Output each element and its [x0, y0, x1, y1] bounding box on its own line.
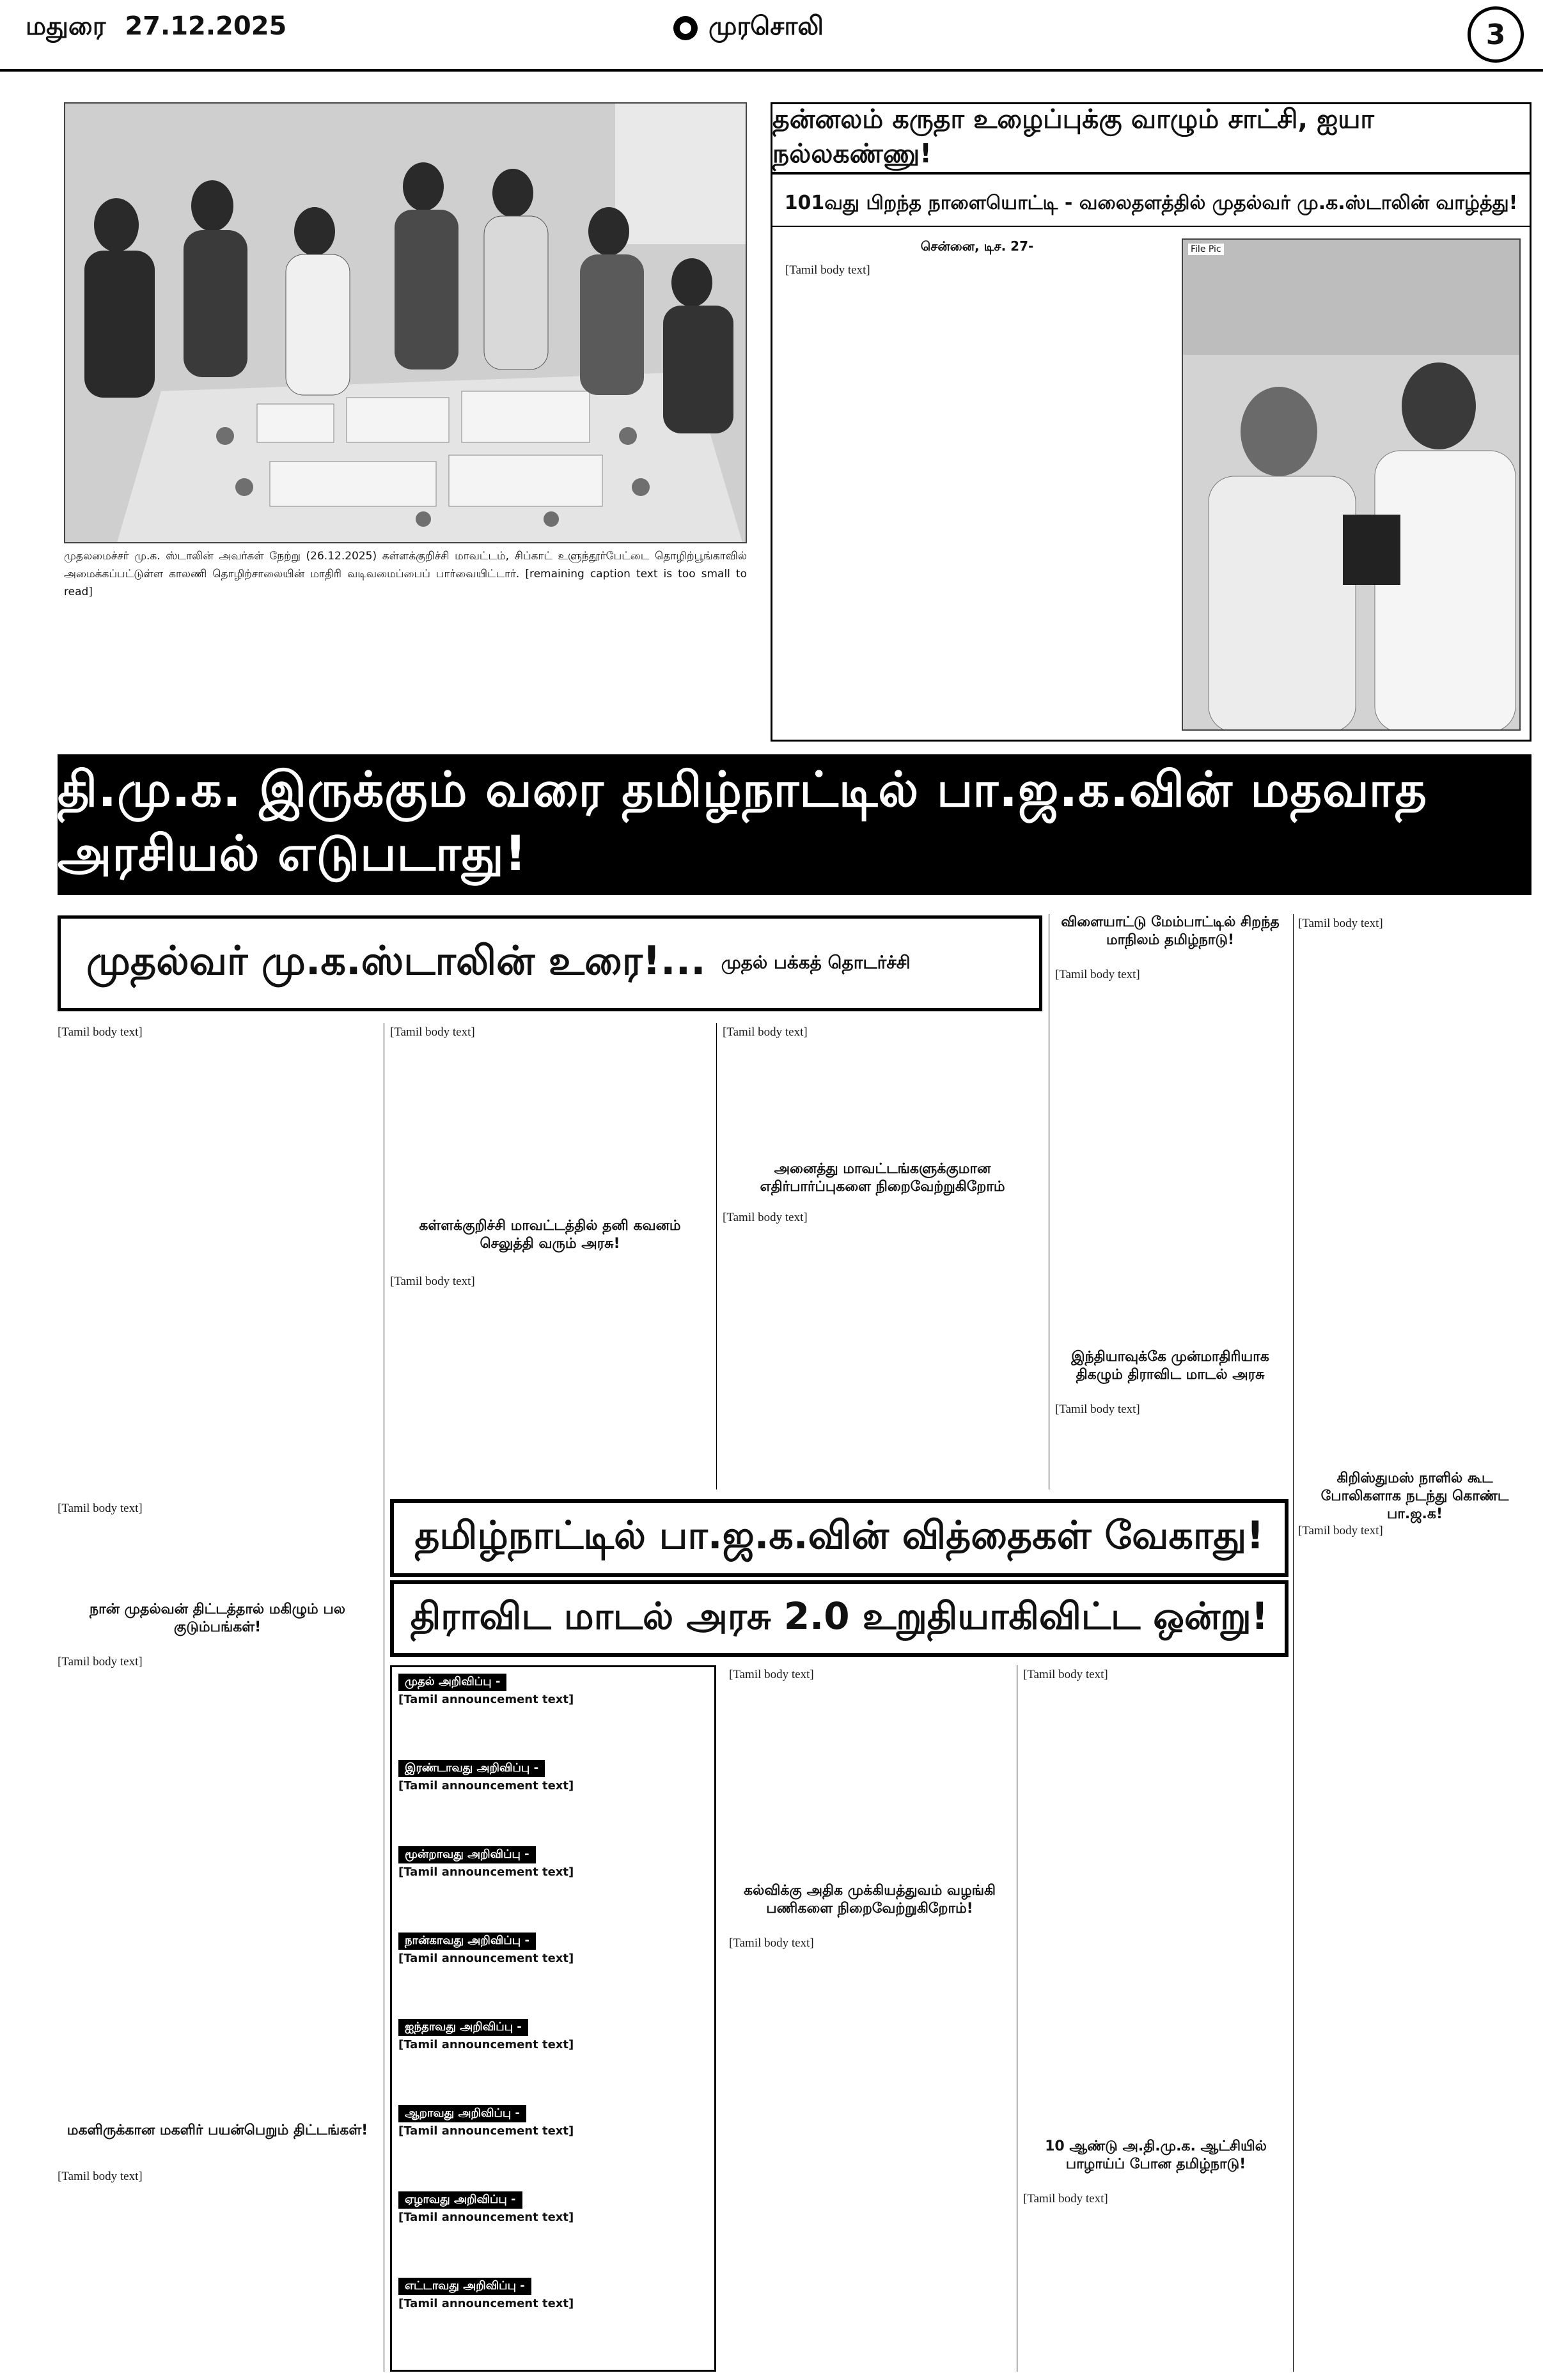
speech-body-col-2: [Tamil body text]: [390, 1025, 475, 1039]
announcement-text: [Tamil announcement text]: [398, 2124, 574, 2138]
announcement-item: [398, 2278, 708, 2354]
nallakannu-subheadline: 101வது பிறந்த நாளையொட்டி - வலைதளத்தில் முதல்வர் மு.க.ஸ்டாலின் வாழ்த்து!: [784, 191, 1518, 214]
announcement-label: ஆறாவது அறிவிப்பு -: [398, 2105, 526, 2122]
mid-headline-line2: திராவிட மாடல் அரசு 2.0 உறுதியாகிவிட்ட ஒன்று!: [410, 1594, 1269, 1638]
column-divider: [1293, 914, 1294, 2372]
announcement-label: ஏழாவது அறிவிப்பு -: [398, 2191, 522, 2209]
sun-emblem-icon: [671, 14, 700, 42]
announcement-item: [398, 2105, 708, 2191]
speech-subhead-naan-mudhalvan: நான் முதல்வன் திட்டத்தால் மகிழும் பல குடும்பங்கள்!: [89, 1601, 346, 1635]
speech-headline: முதல்வர் மு.க.ஸ்டாலின் உரை!...: [86, 937, 706, 984]
file-pic-tag: File Pic: [1188, 244, 1224, 255]
announcement-label: முதல் அறிவிப்பு -: [398, 1674, 506, 1691]
photo-caption: முதலமைச்சர் மு.க. ஸ்டாலின் அவர்கள் நேற்று (26.12.2025) கள்ளக்குறிச்சி மாவட்டம், சிப்காட் உளுந்தூர்பேட்டை தொழிற்பூங்காவில் அமைக்கப்பட்டுள்ள காலணி தொழிற்சாலையின் மாதிரி வடிவமைப்பைப் பார்வையிட்டார். [remaining caption text is too small to read]: [64, 550, 747, 598]
paper-name: முரசொலி: [709, 12, 824, 41]
nallakannu-story-box: [771, 102, 1531, 742]
mid-headline-line2-box: [390, 1580, 1288, 1657]
announcement-label: நான்காவது அறிவிப்பு -: [398, 1933, 536, 1950]
speech-subhead-expectations: அனைத்து மாவட்டங்களுக்குமான எதிர்பார்ப்புகளை நிறைவேற்றுகிறோம்: [760, 1161, 1005, 1195]
announcement-text: [Tamil announcement text]: [398, 2211, 574, 2224]
main-banner-headline: தி.மு.க. இருக்கும் வரை தமிழ்நாட்டில் பா.ஜ.க.வின் மதவாத அரசியல் எடுபடாது!: [58, 761, 1427, 882]
announcement-item: [398, 2019, 708, 2105]
speech-body-col-4b: [Tamil body text]: [1055, 1403, 1140, 1416]
speech-body-col-1-cont: [Tamil body text]: [58, 1502, 143, 1515]
speech-subhead-women: மகளிருக்கான மகளிர் பயன்பெறும் திட்டங்கள்!: [67, 2122, 368, 2138]
announcement-label: இரண்டாவது அறிவிப்பு -: [398, 1760, 545, 1777]
edition-date: 27.12.2025: [125, 12, 287, 41]
column-divider: [716, 1023, 717, 1489]
speech-subhead-sports: விளையாட்டு மேம்பாட்டில் சிறந்த மாநிலம் தமிழ்நாடு!: [1061, 914, 1280, 948]
speech-body-col-1-c: [Tamil body text]: [58, 2170, 143, 2183]
speech-body-col-7: [Tamil body text]: [1023, 1668, 1108, 1681]
announcement-text: [Tamil announcement text]: [398, 2038, 574, 2051]
mid-headline-line1-box: [390, 1499, 1288, 1577]
speech-body-col-2b: [Tamil body text]: [390, 1275, 475, 1288]
speech-body-col-7b: [Tamil body text]: [1023, 2192, 1108, 2205]
speech-body-col-1-b: [Tamil body text]: [58, 1655, 143, 1668]
continued-label: முதல் பக்கத் தொடர்ச்சி: [721, 951, 911, 973]
announcement-text: [Tamil announcement text]: [398, 1865, 574, 1879]
nallakannu-photo: [1182, 238, 1521, 731]
mid-headline-line1: தமிழ்நாட்டில் பா.ஜ.க.வின் வித்தைகள் வேகாது!: [414, 1513, 1264, 1558]
nallakannu-article: [785, 238, 1169, 724]
speech-headline-box: [58, 915, 1042, 1011]
nallakannu-body: [Tamil body text]: [785, 263, 870, 277]
speech-body-col-1: [Tamil body text]: [58, 1025, 143, 1039]
speech-body-col-4: [Tamil body text]: [1055, 968, 1140, 981]
announcement-text: [Tamil announcement text]: [398, 2297, 574, 2310]
announcement-label: மூன்றாவது அறிவிப்பு -: [398, 1846, 536, 1863]
nallakannu-dateline: சென்னை, டிச. 27-: [920, 238, 1034, 254]
speech-subhead-kallakurichi: கள்ளக்குறிச்சி மாவட்டத்தில் தனி கவனம் செலுத்தி வரும் அரசு!: [419, 1218, 681, 1252]
nallakannu-headline: தன்னலம் கருதா உழைப்புக்கு வாழும் சாட்சி, ஐயா நல்லகண்ணு!: [772, 104, 1374, 169]
speech-body-col-6b: [Tamil body text]: [729, 1936, 814, 1950]
speech-body-col-6: [Tamil body text]: [729, 1668, 814, 1681]
edition-city: மதுரை: [26, 12, 106, 41]
speech-subhead-education: கல்விக்கு அதிக முக்கியத்துவம் வழங்கி பணிகளை நிறைவேற்றுகிறோம்!: [744, 1883, 996, 1917]
announcement-item: [398, 2191, 708, 2278]
nallakannu-subheadline-bar: [772, 182, 1530, 227]
paper-title: [671, 12, 824, 44]
announcement-text: [Tamil announcement text]: [398, 1952, 574, 1965]
photo-content: [1183, 240, 1521, 731]
announcement-item: [398, 1933, 708, 2019]
speech-body-col-8: [Tamil body text]: [1298, 1524, 1383, 1537]
speech-subhead-christmas: கிறிஸ்துமஸ் நாளில் கூட போலிகளாக நடந்து கொண்ட பா.ஜ.க!: [1320, 1470, 1509, 1522]
main-banner: [58, 754, 1531, 895]
speech-body-col-5: [Tamil body text]: [1298, 917, 1383, 930]
announcement-text: [Tamil announcement text]: [398, 1693, 574, 1706]
speech-subhead-admk: 10 ஆண்டு அ.தி.மு.க. ஆட்சியில் பாழாய்ப் போன தமிழ்நாடு!: [1045, 2138, 1267, 2172]
photo-content: [65, 104, 747, 543]
edition-city-date: [26, 12, 286, 44]
speech-body-col-3: [Tamil body text]: [723, 1025, 808, 1039]
nallakannu-headline-bar: [772, 104, 1530, 175]
announcement-item: [398, 1846, 708, 1933]
masthead: [0, 0, 1543, 72]
speech-body-col-3b: [Tamil body text]: [723, 1211, 808, 1224]
announcement-label: ஐந்தாவது அறிவிப்பு -: [398, 2019, 528, 2036]
announcement-item: [398, 1760, 708, 1846]
speech-subhead-dravidian-model: இந்தியாவுக்கே முன்மாதிரியாக திகழும் திராவிட மாடல் அரசு: [1071, 1349, 1269, 1383]
announcement-label: எட்டாவது அறிவிப்பு -: [398, 2278, 531, 2295]
announcement-item: [398, 1674, 708, 1760]
page-number: 3: [1468, 6, 1524, 63]
announcement-text: [Tamil announcement text]: [398, 1779, 574, 1793]
announcements-box: [390, 1665, 716, 2372]
factory-model-photo: [64, 102, 747, 543]
